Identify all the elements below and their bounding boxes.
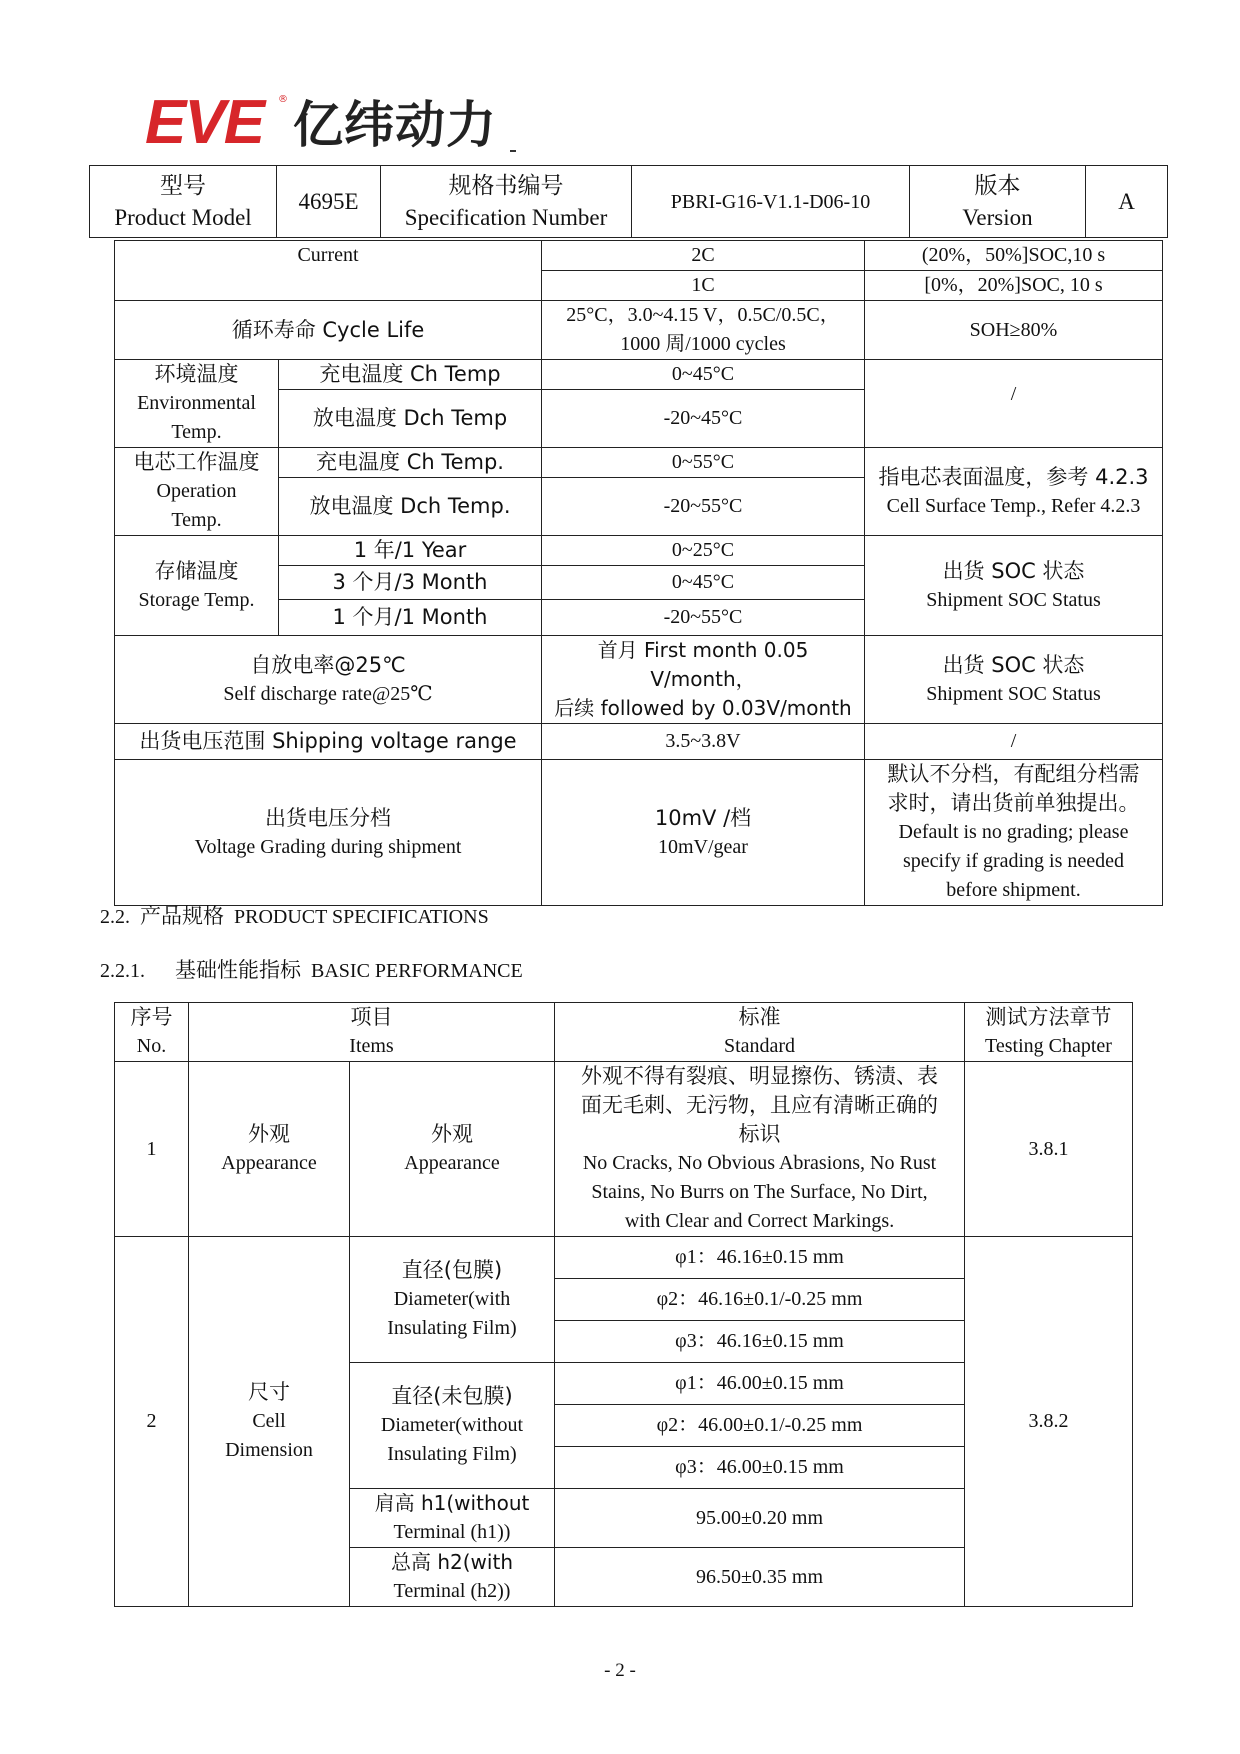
sd-cn: 自放电率@25℃ <box>250 652 406 677</box>
storage-en: Storage Temp. <box>138 588 255 611</box>
storage-note <box>865 536 1163 636</box>
model-label-en: Product Model <box>114 204 252 230</box>
d-film-phi2: φ2：46.16±0.1/-0.25 mm <box>555 1279 965 1321</box>
model-label-cn: 型号 <box>160 172 206 199</box>
row1-no: 1 <box>115 1062 189 1237</box>
h1-label <box>350 1489 555 1548</box>
header-no-en: No. <box>136 1035 167 1057</box>
h1-label-line1: 肩高 h1(without <box>374 1491 530 1515</box>
vg-en: Voltage Grading during shipment <box>194 835 462 858</box>
env-temp-label <box>115 360 279 448</box>
row2-item-en2: Dimension <box>225 1439 313 1461</box>
op-note-en: Cell Surface Temp., Refer 4.2.3 <box>886 494 1141 517</box>
basic-performance-table <box>114 1002 1133 1607</box>
header-standard-en: Standard <box>723 1035 796 1057</box>
header-no-cn: 序号 <box>130 1005 173 1029</box>
op-temp-cn: 电芯工作温度 <box>133 450 260 474</box>
d-film-phi3: φ3：46.16±0.15 mm <box>555 1321 965 1363</box>
op-temp-label <box>115 448 279 536</box>
storage-3m-label: 3 个月/3 Month <box>279 566 542 600</box>
h2-value: 96.50±0.35 mm <box>555 1548 965 1607</box>
section-2-2-1-heading <box>100 954 523 984</box>
vg-val-line1: 10mV /档 <box>654 805 752 830</box>
logo-eve-text: EVE <box>145 88 264 157</box>
diameter-nofilm-label <box>350 1363 555 1489</box>
header-items-cn: 项目 <box>350 1005 393 1029</box>
storage-1m-value: -20~55°C <box>542 600 865 636</box>
section-2-2-1-number: 2.2.1. <box>100 960 145 982</box>
d-nofilm-en1: Diameter(without <box>380 1414 524 1436</box>
current-1c: 1C <box>542 271 865 301</box>
op-dch-temp-value: -20~55°C <box>542 478 865 536</box>
vg-note-en3: before shipment. <box>946 879 1081 901</box>
row1-std-cn3: 标识 <box>738 1122 781 1146</box>
env-temp-cn: 环境温度 <box>154 362 239 386</box>
diameter-film-label <box>350 1237 555 1363</box>
row2-testing: 3.8.2 <box>965 1237 1133 1607</box>
d-film-en1: Diameter(with <box>393 1288 511 1310</box>
cycle-cond-line1: 25°C，3.0~4.15 V，0.5C/0.5C， <box>566 304 840 326</box>
header-no <box>115 1003 189 1062</box>
env-temp-en1: Environmental <box>137 392 256 414</box>
op-temp-en1: Operation <box>156 480 237 502</box>
row1-sub-en: Appearance <box>404 1152 500 1174</box>
env-temp-en2: Temp. <box>171 421 222 443</box>
sd-val-line1: 首月 First month 0.05 V/month， <box>597 638 809 691</box>
current-2c: 2C <box>542 241 865 271</box>
spec-label-en: Specification Number <box>404 204 608 230</box>
op-note-cn: 指电芯表面温度，参考 4.2.3 <box>878 464 1149 489</box>
row2-item-en1: Cell <box>252 1410 286 1432</box>
header-testing-en: Testing Chapter <box>985 1035 1112 1057</box>
cycle-life-condition <box>542 301 865 360</box>
storage-note-en: Shipment SOC Status <box>926 588 1101 611</box>
d-nofilm-phi1: φ1：46.00±0.15 mm <box>555 1363 965 1405</box>
row1-item-cn: 外观 <box>248 1122 290 1146</box>
header-table <box>89 165 1168 238</box>
vg-val-line2: 10mV/gear <box>658 835 748 858</box>
vg-note-cn1: 默认不分档，有配组分档需 <box>887 762 1140 786</box>
storage-1y-value: 0~25°C <box>542 536 865 566</box>
cycle-life-label: 循环寿命 Cycle Life <box>115 301 542 360</box>
row1-std-en1: No Cracks, No Obvious Abrasions, No Rust <box>582 1152 937 1174</box>
version-label-cell <box>910 166 1086 238</box>
storage-3m-value: 0~45°C <box>542 566 865 600</box>
env-temp-note: / <box>865 360 1163 448</box>
vg-note-en1: Default is no grading; please <box>898 821 1129 843</box>
cycle-cond-line2: 1000 周/1000 cycles <box>620 333 786 355</box>
header-items-en: Items <box>349 1035 394 1057</box>
row2-no: 2 <box>115 1237 189 1607</box>
voltage-grading-value <box>542 760 865 906</box>
storage-cn: 存储温度 <box>154 558 239 583</box>
op-dch-temp-label: 放电温度 Dch Temp. <box>279 478 542 536</box>
version-label-cn: 版本 <box>974 172 1021 199</box>
op-ch-temp-value: 0~55°C <box>542 448 865 478</box>
spec-label-cell <box>381 166 632 238</box>
model-label-cell <box>90 166 277 238</box>
vg-cn: 出货电压分档 <box>265 805 391 830</box>
row1-standard <box>555 1062 965 1237</box>
row1-item-en: Appearance <box>221 1152 317 1174</box>
sd-note-cn: 出货 SOC 状态 <box>942 652 1085 677</box>
op-temp-note <box>865 448 1163 536</box>
op-ch-temp-label: 充电温度 Ch Temp. <box>279 448 542 478</box>
page-number: - 2 - <box>604 1660 636 1681</box>
section-2-2-en: PRODUCT SPECIFICATIONS <box>234 906 489 928</box>
sd-note-en: Shipment SOC Status <box>926 682 1101 705</box>
sd-en: Self discharge rate@25℃ <box>223 682 433 705</box>
current-label: Current <box>115 241 542 301</box>
env-dch-temp-label: 放电温度 Dch Temp <box>279 390 542 448</box>
section-2-2-1-en: BASIC PERFORMANCE <box>311 960 523 982</box>
row1-std-cn1: 外观不得有裂痕、明显擦伤、锈渍、表 <box>581 1064 938 1088</box>
d-nofilm-phi2: φ2：46.00±0.1/-0.25 mm <box>555 1405 965 1447</box>
voltage-grading-label <box>115 760 542 906</box>
row2-item <box>189 1237 350 1607</box>
model-value: 4695E <box>277 166 381 238</box>
d-nofilm-cn: 直径(未包膜) <box>391 1384 513 1408</box>
row1-std-en3: with Clear and Correct Markings. <box>624 1210 895 1232</box>
cycle-life-result: SOH≥80% <box>865 301 1163 360</box>
h2-label <box>350 1548 555 1607</box>
d-film-cn: 直径(包膜) <box>401 1258 503 1282</box>
section-2-2-cn: 产品规格 <box>140 904 224 928</box>
spec-table-continued <box>114 240 1163 906</box>
h1-value: 95.00±0.20 mm <box>555 1489 965 1548</box>
d-film-en2: Insulating Film) <box>387 1317 517 1339</box>
row1-std-cn2: 面无毛刺、无污物，且应有清晰正确的 <box>581 1093 938 1117</box>
header-testing <box>965 1003 1133 1062</box>
env-ch-temp-label: 充电温度 Ch Temp <box>279 360 542 390</box>
d-nofilm-en2: Insulating Film) <box>387 1443 517 1465</box>
d-nofilm-phi3: φ3：46.00±0.15 mm <box>555 1447 965 1489</box>
logo-dash <box>510 150 516 152</box>
voltage-grading-note <box>865 760 1163 906</box>
row1-std-en2: Stains, No Burrs on The Surface, No Dirt, <box>591 1181 928 1203</box>
version-label-en: Version <box>962 204 1033 230</box>
section-2-2-number: 2.2. <box>100 906 130 928</box>
shipping-voltage-value: 3.5~3.8V <box>542 724 865 760</box>
shipping-voltage-note: / <box>865 724 1163 760</box>
h2-label-line1: 总高 h2(with <box>391 1550 513 1574</box>
storage-temp-label <box>115 536 279 636</box>
spec-value: PBRI-G16-V1.1-D06-10 <box>632 166 910 238</box>
row1-testing: 3.8.1 <box>965 1062 1133 1237</box>
header-items <box>189 1003 555 1062</box>
storage-note-cn: 出货 SOC 状态 <box>942 558 1085 583</box>
row1-sub-cn: 外观 <box>431 1122 473 1146</box>
h2-label-line2: Terminal (h2)) <box>393 1580 511 1602</box>
shipping-voltage-label: 出货电压范围 Shipping voltage range <box>115 724 542 760</box>
version-value: A <box>1086 166 1168 238</box>
storage-1m-label: 1 个月/1 Month <box>279 600 542 636</box>
current-2c-condition: (20%，50%]SOC,10 s <box>865 241 1163 271</box>
env-ch-temp-value: 0~45°C <box>542 360 865 390</box>
op-temp-en2: Temp. <box>171 509 222 531</box>
env-dch-temp-value: -20~45°C <box>542 390 865 448</box>
section-2-2-1-cn: 基础性能指标 <box>175 958 301 982</box>
self-discharge-note <box>865 636 1163 724</box>
self-discharge-value <box>542 636 865 724</box>
logo-registered-mark: ® <box>278 94 288 105</box>
self-discharge-label <box>115 636 542 724</box>
storage-1y-label: 1 年/1 Year <box>279 536 542 566</box>
row1-subitem <box>350 1062 555 1237</box>
h1-label-line2: Terminal (h1)) <box>393 1521 511 1543</box>
row2-item-cn: 尺寸 <box>248 1380 290 1404</box>
logo-chinese-text: 亿纬动力 <box>293 96 497 154</box>
header-testing-cn: 测试方法章节 <box>985 1005 1112 1029</box>
current-1c-condition: [0%，20%]SOC, 10 s <box>865 271 1163 301</box>
row1-item <box>189 1062 350 1237</box>
section-2-2-heading <box>100 900 489 930</box>
d-film-phi1: φ1：46.16±0.15 mm <box>555 1237 965 1279</box>
header-standard <box>555 1003 965 1062</box>
spec-label-cn: 规格书编号 <box>448 172 564 199</box>
sd-val-line2: 后续 followed by 0.03V/month <box>554 696 852 720</box>
vg-note-en2: specify if grading is needed <box>902 850 1125 872</box>
vg-note-cn2: 求时，请出货前单独提出。 <box>887 791 1140 815</box>
header-standard-cn: 标准 <box>738 1005 781 1029</box>
